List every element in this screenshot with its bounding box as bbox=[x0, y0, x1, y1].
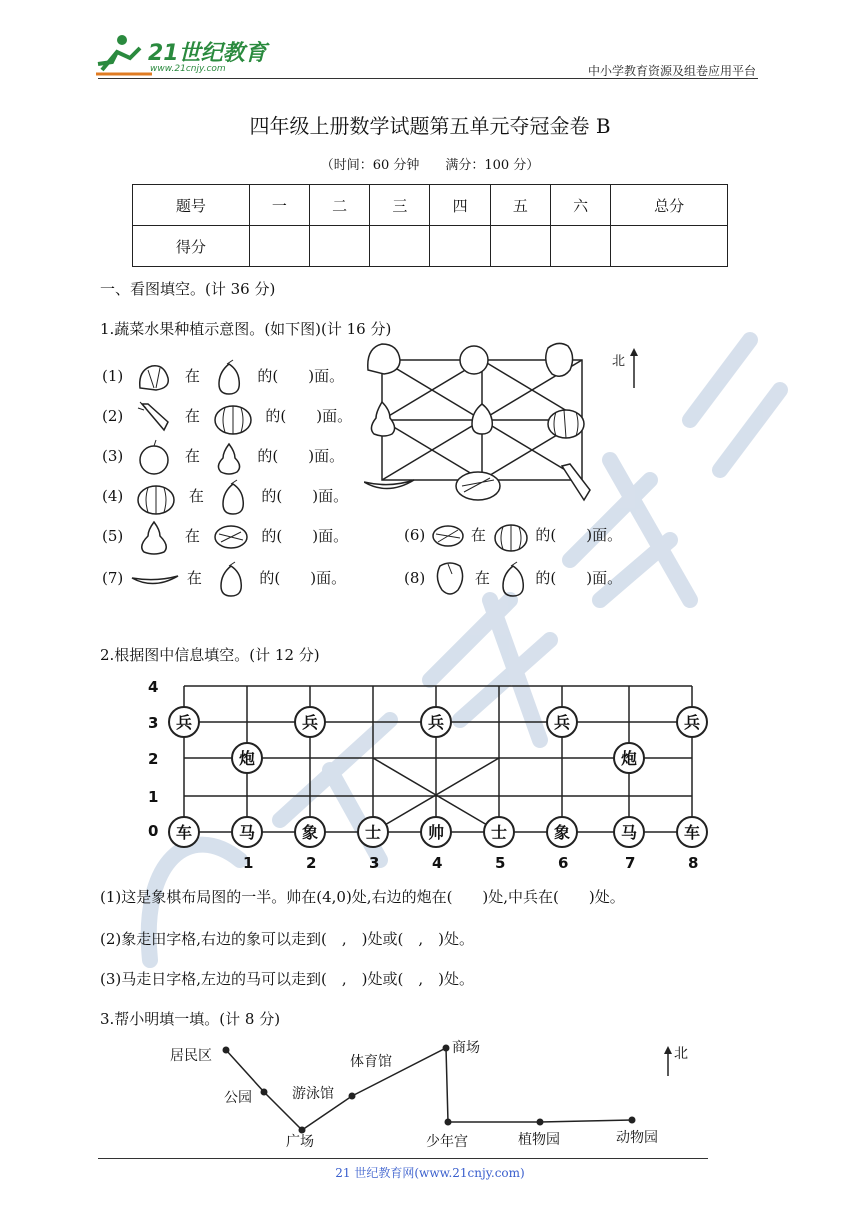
x-tick-label: 2 bbox=[306, 854, 317, 872]
y-tick-label: 1 bbox=[148, 788, 159, 806]
chess-piece: 车 bbox=[175, 823, 193, 842]
x-tick-label: 3 bbox=[369, 854, 380, 872]
platform-name: 中小学教育资源及组卷应用平台 bbox=[587, 64, 756, 78]
carrot-icon bbox=[134, 400, 174, 434]
table-cell: 四 bbox=[430, 185, 490, 226]
place-label: 居民区 bbox=[170, 1048, 212, 1064]
question-item: (6) 在 的( )面。 bbox=[404, 518, 622, 554]
table-cell: 三 bbox=[370, 185, 430, 226]
fill-in-line: (1)这是象棋布局图的一半。帅在(4,0)处,右边的炮在( )处,中兵在( )处。 bbox=[100, 888, 625, 906]
cabbage-icon bbox=[134, 360, 174, 394]
score-table bbox=[132, 184, 728, 267]
question-item: (2) 在 的( )面。 bbox=[102, 398, 352, 436]
eggplant-icon bbox=[472, 404, 492, 434]
fill-in-line: (2)象走田字格,右边的象可以走到( , )处或( , )处。 bbox=[100, 930, 474, 948]
apple-icon bbox=[460, 346, 488, 374]
pear-icon bbox=[371, 402, 394, 436]
table-cell: 一 bbox=[249, 185, 309, 226]
question-item: (1) 在 的( )面。 bbox=[102, 358, 344, 396]
chess-piece: 兵 bbox=[301, 713, 319, 732]
garden-diagram bbox=[364, 340, 644, 510]
question-item: (7) 在 的( )面。 bbox=[102, 560, 346, 598]
logo-text: 21世纪教育 bbox=[148, 41, 267, 66]
x-tick-label: 5 bbox=[495, 854, 506, 872]
north-label: 北 bbox=[674, 1046, 688, 1062]
table-row bbox=[133, 226, 728, 267]
x-tick-label: 6 bbox=[558, 854, 569, 872]
eggplant-icon bbox=[495, 560, 531, 598]
pumpkin-icon bbox=[134, 478, 178, 516]
score-input-cell[interactable] bbox=[370, 226, 430, 267]
question-item: (8) 在 的( )面。 bbox=[404, 560, 622, 598]
page-subtitle: （时间：60 分钟 满分：100 分） bbox=[320, 158, 540, 173]
pear-icon bbox=[211, 438, 247, 476]
score-input-cell[interactable] bbox=[550, 226, 610, 267]
chess-piece: 士 bbox=[364, 823, 382, 842]
north-arrow-icon bbox=[664, 1046, 672, 1076]
score-input-cell[interactable] bbox=[611, 226, 728, 267]
watermelon-icon bbox=[211, 522, 251, 552]
chess-piece: 兵 bbox=[553, 713, 571, 732]
score-input-cell[interactable] bbox=[309, 226, 369, 267]
pear-icon bbox=[134, 518, 174, 556]
apple-icon bbox=[134, 438, 174, 476]
place-label: 体育馆 bbox=[350, 1054, 392, 1070]
table-row bbox=[133, 185, 728, 226]
banana-icon bbox=[130, 568, 180, 590]
carrot-icon bbox=[562, 464, 590, 500]
chess-piece: 马 bbox=[620, 823, 638, 842]
chess-piece: 士 bbox=[490, 823, 508, 842]
place-label: 公园 bbox=[224, 1090, 252, 1106]
y-tick-label: 2 bbox=[148, 750, 159, 768]
y-tick-label: 0 bbox=[148, 822, 159, 840]
place-label: 少年宫 bbox=[426, 1134, 468, 1150]
place-label: 动物园 bbox=[616, 1130, 658, 1146]
chess-piece: 马 bbox=[238, 823, 256, 842]
table-cell: 二 bbox=[309, 185, 369, 226]
eggplant-icon bbox=[215, 478, 251, 516]
north-label: 北 bbox=[612, 354, 626, 369]
score-input-cell[interactable] bbox=[430, 226, 490, 267]
chess-piece: 炮 bbox=[238, 749, 256, 768]
cabbage-icon bbox=[368, 344, 400, 374]
x-tick-label: 7 bbox=[625, 854, 636, 872]
footer-text: 21 世纪教育网(www.21cnjy.com) bbox=[335, 1166, 525, 1180]
table-cell: 得分 bbox=[133, 226, 250, 267]
chess-piece: 车 bbox=[683, 823, 701, 842]
place-label: 游泳馆 bbox=[292, 1086, 334, 1102]
table-cell: 总分 bbox=[611, 185, 728, 226]
chess-piece: 帅 bbox=[427, 823, 445, 842]
fill-in-line: (3)马走日字格,左边的马可以走到( , )处或( , )处。 bbox=[100, 970, 474, 988]
x-tick-label: 4 bbox=[432, 854, 443, 872]
chess-piece: 象 bbox=[301, 823, 319, 842]
chess-piece: 炮 bbox=[620, 749, 638, 768]
place-label: 商场 bbox=[452, 1040, 480, 1056]
question-item: (3) 在 的( )面。 bbox=[102, 438, 344, 476]
pumpkin-icon bbox=[211, 398, 255, 436]
footer-divider bbox=[98, 1158, 708, 1159]
header-divider bbox=[98, 78, 758, 79]
logo-url: www.21cnjy.com bbox=[150, 64, 226, 74]
pepper-icon bbox=[546, 343, 573, 376]
eggplant-icon bbox=[211, 358, 247, 396]
chess-piece: 兵 bbox=[683, 713, 701, 732]
y-tick-label: 4 bbox=[148, 678, 159, 696]
chess-board bbox=[140, 672, 720, 878]
question-item: (5) 在 的( )面。 bbox=[102, 518, 348, 556]
y-tick-label: 3 bbox=[148, 714, 159, 732]
score-input-cell[interactable] bbox=[490, 226, 550, 267]
banana-icon bbox=[364, 480, 414, 489]
chess-piece: 象 bbox=[553, 823, 571, 842]
route-map bbox=[160, 1036, 720, 1156]
question-title: 2.根据图中信息填空。(计 12 分) bbox=[100, 646, 320, 664]
chess-piece: 兵 bbox=[175, 713, 193, 732]
question-title: 1.蔬菜水果种植示意图。(如下图)(计 16 分) bbox=[100, 320, 392, 338]
table-cell: 题号 bbox=[133, 185, 250, 226]
table-cell: 六 bbox=[550, 185, 610, 226]
place-label: 植物园 bbox=[518, 1132, 560, 1148]
page-title: 四年级上册数学试题第五单元夺冠金卷 B bbox=[249, 114, 611, 138]
x-tick-label: 8 bbox=[688, 854, 699, 872]
pumpkin-icon bbox=[491, 518, 531, 554]
watermelon-icon bbox=[430, 522, 466, 550]
score-input-cell[interactable] bbox=[249, 226, 309, 267]
place-label: 广场 bbox=[286, 1134, 314, 1150]
table-cell: 五 bbox=[490, 185, 550, 226]
chess-piece: 兵 bbox=[427, 713, 445, 732]
section-heading: 一、看图填空。(计 36 分) bbox=[100, 280, 276, 298]
question-item: (4) 在 的( )面。 bbox=[102, 478, 348, 516]
pepper-icon bbox=[430, 560, 470, 598]
x-tick-label: 1 bbox=[243, 854, 254, 872]
question-title: 3.帮小明填一填。(计 8 分) bbox=[100, 1010, 281, 1028]
north-arrow-icon bbox=[628, 346, 640, 390]
eggplant-icon bbox=[213, 560, 249, 598]
